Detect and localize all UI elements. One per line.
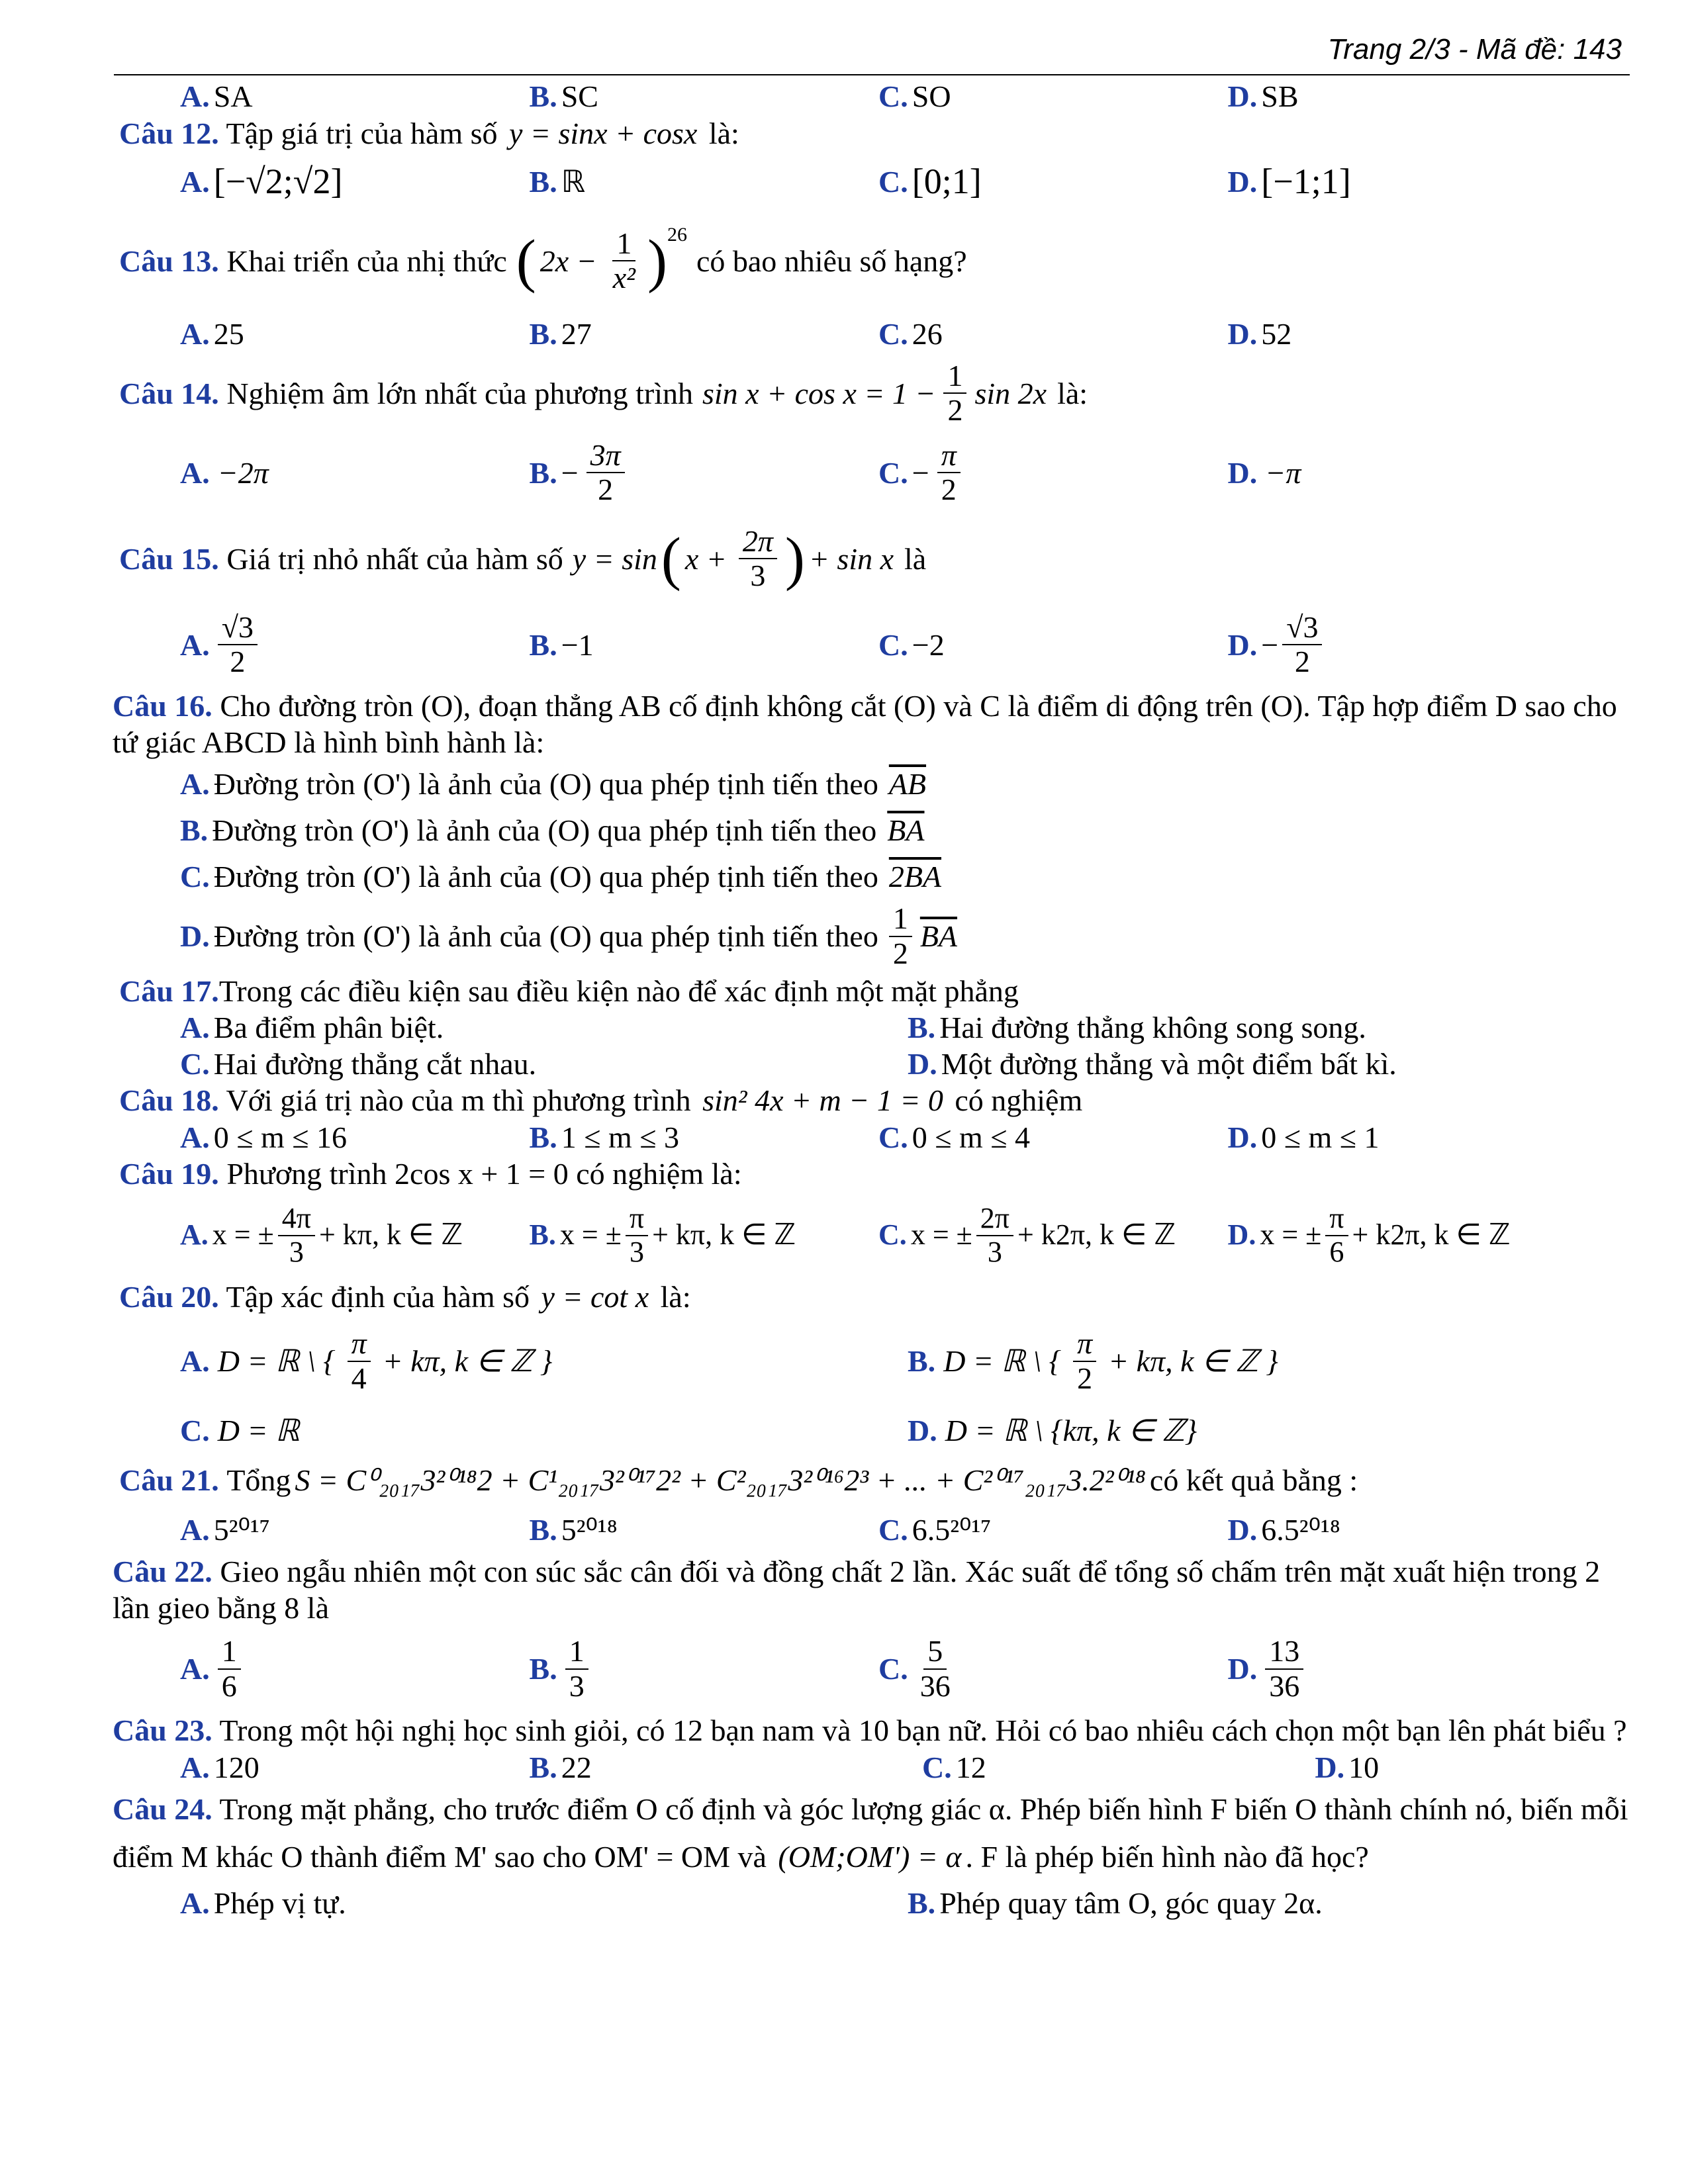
q23-text: Trong một hội nghị học sinh giỏi, có 12 bạn nam và 10 bạn nữ. Hỏi có bao nhiêu cách chọn một bạn lên phát biểu ? [219, 1713, 1627, 1748]
page-header: Trang 2/3 - Mã đề: 143 [1327, 33, 1622, 66]
q18-option-a[interactable]: A. 0 ≤ m ≤ 16 [180, 1120, 348, 1154]
q17-option-b[interactable]: B. Hai đường thẳng không song song. [908, 1010, 1366, 1044]
q19-option-a[interactable]: A. x = ± $\frac{4\pi}{3}$ + kπ, k ∈ ℤ [180, 1202, 463, 1268]
q19-title: Câu 19. [119, 1157, 219, 1191]
q16-option-b[interactable]: B. Đường tròn (O') là ảnh của (O) qua phép tịnh tiến theo $\overline{BA}$ [180, 813, 925, 847]
q15-option-b[interactable]: B. −1 [529, 627, 594, 662]
q18-option-c[interactable]: C. 0 ≤ m ≤ 4 [878, 1120, 1031, 1154]
q11-options [119, 78, 1635, 115]
question-23 [113, 1712, 1635, 1749]
q14-option-c[interactable]: C. − $\frac{\pi}{2}$ [878, 439, 1228, 507]
q19-option-b[interactable]: B. x = ± $\frac{\pi}{3}$ + kπ, k ∈ ℤ [529, 1202, 796, 1268]
q11-option-c[interactable]: C. SO [878, 79, 951, 114]
q15-option-a[interactable]: A. $\frac{√3}{2}$ [180, 611, 530, 679]
q21-option-d[interactable]: D. 6.5²⁰¹⁸ [1227, 1513, 1340, 1547]
q16-title: Câu 16. [113, 689, 212, 723]
q14-expr-right: sin 2x [974, 376, 1047, 410]
q21-title: Câu 21. [119, 1463, 219, 1498]
question-21 [119, 1454, 1635, 1507]
q18-expr: sin² 4x + m − 1 = 0 [702, 1083, 943, 1118]
q17-text: Trong các điều kiện sau điều kiện nào để xác định một mặt phẳng [218, 974, 1019, 1008]
q14-option-b[interactable]: B. − $\frac{3\pi}{2}$ [530, 439, 879, 507]
q14-option-a[interactable]: A. −2π [180, 455, 269, 490]
q16-option-a[interactable]: A. Đường tròn (O') là ảnh của (O) qua phép tịnh tiến theo $\overline{AB}$ [180, 766, 927, 801]
q20-tail: là: [660, 1279, 691, 1314]
q13-option-c[interactable]: C. 26 [878, 316, 943, 351]
q23-title: Câu 23. [113, 1713, 212, 1748]
q16-option-d[interactable]: D. Đường tròn (O') là ảnh của (O) qua phép tịnh tiến theo $\frac{1}{2}$ $\overline{BA}$ [180, 901, 958, 970]
q21-option-c[interactable]: C. 6.5²⁰¹⁷ [878, 1513, 992, 1547]
question-16 [113, 688, 1635, 760]
q17-title: Câu 17. [119, 974, 219, 1008]
q20-options-cd [119, 1408, 1635, 1454]
q19-option-d[interactable]: D. x = ± $\frac{\pi}{6}$ + k2π, k ∈ ℤ [1227, 1202, 1511, 1268]
q21-option-b[interactable]: B. 5²⁰¹⁸ [529, 1513, 618, 1547]
q15-tail: là [904, 541, 927, 576]
q24-text2: . F là phép biến hình nào đã học? [965, 1839, 1369, 1874]
q16-options [119, 761, 1635, 973]
q20-options-ab [119, 1315, 1635, 1408]
q13-tail: có bao nhiêu số hạng? [696, 244, 967, 278]
q14-expr-left: sin x + cos x = 1 − [702, 376, 936, 410]
question-14 [119, 357, 1635, 430]
q19-expr: 2cos x + 1 = 0 [395, 1157, 569, 1191]
q13-option-b[interactable]: B. 27 [529, 316, 592, 351]
q22-title: Câu 22. [113, 1554, 212, 1588]
q12-option-a[interactable]: A. [−√2;√2] [180, 161, 343, 201]
q16-text: Cho đường tròn (O), đoạn thẳng AB cố định không cắt (O) và C là điểm di động trên (O). Tập hợp điểm D sao cho tứ giác ABCD là hình bình hành là: [113, 689, 1617, 760]
q18-text: Với giá trị nào của m thì phương trình [226, 1083, 691, 1118]
q15-options [119, 602, 1635, 688]
q23-option-d[interactable]: D. 10 [1315, 1750, 1380, 1784]
q13-options [119, 310, 1635, 357]
q24-expr: (OM;OM') = α [778, 1839, 962, 1874]
exam-content [113, 78, 1635, 1927]
question-18 [119, 1082, 1635, 1118]
q20-option-c[interactable]: C. D = ℝ [180, 1414, 300, 1448]
q24-title: Câu 24. [113, 1792, 212, 1827]
q15-text: Giá trị nhỏ nhất của hàm số [226, 541, 563, 576]
q19-tail: có nghiệm là: [576, 1157, 742, 1191]
question-17 [119, 973, 1635, 1009]
q14-title: Câu 14. [119, 376, 219, 410]
q19-text: Phương trình [226, 1157, 387, 1191]
q18-option-b[interactable]: B. 1 ≤ m ≤ 3 [529, 1120, 679, 1154]
q12-text: Tập giá trị của hàm số [226, 116, 498, 150]
q20-expr: y = cot x [541, 1279, 649, 1314]
q13-exponent: 26 [667, 224, 687, 246]
q15-option-c[interactable]: C. −2 [878, 627, 945, 662]
q17-option-c[interactable]: C. Hai đường thẳng cắt nhau. [180, 1046, 537, 1081]
q21-tail: có kết quả bằng : [1149, 1463, 1358, 1498]
q23-options [119, 1749, 1635, 1786]
q12-options [119, 152, 1635, 211]
q18-option-d[interactable]: D. 0 ≤ m ≤ 1 [1227, 1120, 1380, 1154]
q21-options [119, 1507, 1635, 1553]
q13-title: Câu 13. [119, 244, 219, 278]
question-13: Câu 13. Khai triển của nhị thức ( 2x − $\frac{1}{\text{x²}}$ ) 26 có bao nhiêu số hạng? [119, 224, 967, 295]
q15-expr-left: y = sin [572, 541, 657, 576]
q14-tail: là: [1057, 376, 1088, 410]
q15-expr-right: + sin x [808, 541, 894, 576]
q12-option-d[interactable]: D. [−1;1] [1227, 161, 1351, 201]
question-15: Câu 15. Giá trị nhỏ nhất của hàm số y = sin ( x + $\frac{2\pi}{3}$ ) + sin x là [119, 523, 927, 593]
q21-option-a[interactable]: A. 5²⁰¹⁷ [180, 1513, 270, 1547]
q14-text: Nghiệm âm lớn nhất của phương trình [226, 376, 693, 410]
q17-options [119, 1009, 1635, 1082]
q22-option-a[interactable]: A. $\frac{1}{6}$ [180, 1635, 530, 1703]
q19-options [119, 1193, 1635, 1279]
q20-option-a[interactable]: A. D = ℝ \ { $\frac{\pi}{4}$ + kπ, k ∈ ℤ } [180, 1326, 553, 1395]
question-20 [119, 1279, 1635, 1315]
q14-fraction: $\frac{1}{2}$ [943, 359, 966, 428]
q12-title: Câu 12. [119, 116, 219, 150]
q14-option-d[interactable]: D. −π [1227, 455, 1301, 490]
q20-option-b[interactable]: B. D = ℝ \ { $\frac{\pi}{2}$ + kπ, k ∈ ℤ } [908, 1326, 1278, 1395]
q18-options [119, 1118, 1635, 1156]
q12-option-c[interactable]: C. [0;1] [878, 161, 982, 201]
q17-option-a[interactable]: A. Ba điểm phân biệt. [180, 1010, 444, 1044]
q15-fraction: $\frac{2\pi}{3}$ [735, 525, 781, 593]
q12-option-b[interactable]: B. ℝ [529, 164, 586, 199]
q15-option-d[interactable]: D. − $\frac{√3}{2}$ [1228, 611, 1577, 679]
q16-option-c[interactable]: C. Đường tròn (O') là ảnh của (O) qua phép tịnh tiến theo 2BA [180, 859, 942, 893]
q24-option-b[interactable]: B. Phép quay tâm O, góc quay 2α. [908, 1886, 1323, 1921]
q18-tail: có nghiệm [955, 1083, 1083, 1118]
q14-options [119, 430, 1635, 516]
q22-text: Gieo ngẫu nhiên một con súc sắc cân đối và đồng chất 2 lần. Xác suất để tổng số chấm trên mặt xuất hiện trong 2 lần gieo bằng 8 là [113, 1554, 1601, 1625]
q24-options [119, 1880, 1635, 1927]
q22-options [119, 1626, 1635, 1712]
q21-text: Tổng [226, 1463, 291, 1498]
q13-expr: 2x − [539, 244, 597, 278]
header-rule [114, 74, 1630, 75]
question-22 [113, 1553, 1635, 1626]
q20-option-d[interactable]: D. D = ℝ \ {kπ, k ∈ ℤ} [908, 1414, 1197, 1448]
q11-option-d[interactable]: D. SB [1227, 79, 1299, 114]
q19-option-c[interactable]: C. x = ± $\frac{2\pi}{3}$ + k2π, k ∈ ℤ [878, 1202, 1176, 1268]
q23-option-c[interactable]: C. 12 [921, 1750, 986, 1784]
q20-title: Câu 20. [119, 1279, 219, 1314]
q11-option-a[interactable]: A. SA [180, 79, 253, 114]
q23-option-a[interactable]: A. 120 [180, 1750, 259, 1784]
q13-option-d[interactable]: D. 52 [1227, 316, 1292, 351]
q18-title: Câu 18. [119, 1083, 219, 1118]
question-12 [119, 115, 1635, 152]
q17-option-d[interactable]: D. Một đường thẳng và một điểm bất kì. [908, 1046, 1397, 1081]
q12-tail: là: [708, 116, 739, 150]
question-24 [113, 1786, 1635, 1880]
q20-text: Tập xác định của hàm số [226, 1279, 530, 1314]
q24-option-a[interactable]: A. Phép vị tự. [180, 1886, 346, 1921]
q22-option-b[interactable]: B. $\frac{1}{3}$ [530, 1635, 879, 1703]
q13-option-a[interactable]: A. 25 [180, 316, 244, 351]
q23-option-b[interactable]: B. 22 [529, 1750, 592, 1784]
q11-option-b[interactable]: B. SC [529, 79, 598, 114]
question-19 [119, 1156, 1635, 1192]
q24-text1: Trong mặt phẳng, cho trước điểm O cố định và góc lượng giác α. Phép biến hình F biến O thành chính nó, biến mỗi điểm M khác O thành điểm M' sao cho OM' = OM và [113, 1792, 1628, 1874]
q15-title: Câu 15. [119, 541, 219, 576]
q15-inner: x + [684, 541, 727, 576]
q12-expr: y = sinx + cosx [509, 116, 698, 150]
q21-expr: S = C⁰₂₀₁₇3²⁰¹⁸2 + C¹₂₀₁₇3²⁰¹⁷2² + C²₂₀₁₇3²⁰¹⁶2³ + ... + C²⁰¹⁷₂₀₁₇3.2²⁰¹⁸ [295, 1463, 1146, 1498]
q13-fraction: $\frac{1}{\text{x²}}$ [612, 226, 635, 295]
q13-text: Khai triển của nhị thức [226, 244, 507, 278]
q22-option-d[interactable]: D. $\frac{13}{36}$ [1228, 1635, 1577, 1703]
q22-option-c[interactable]: C. $\frac{5}{36}$ [878, 1634, 951, 1704]
